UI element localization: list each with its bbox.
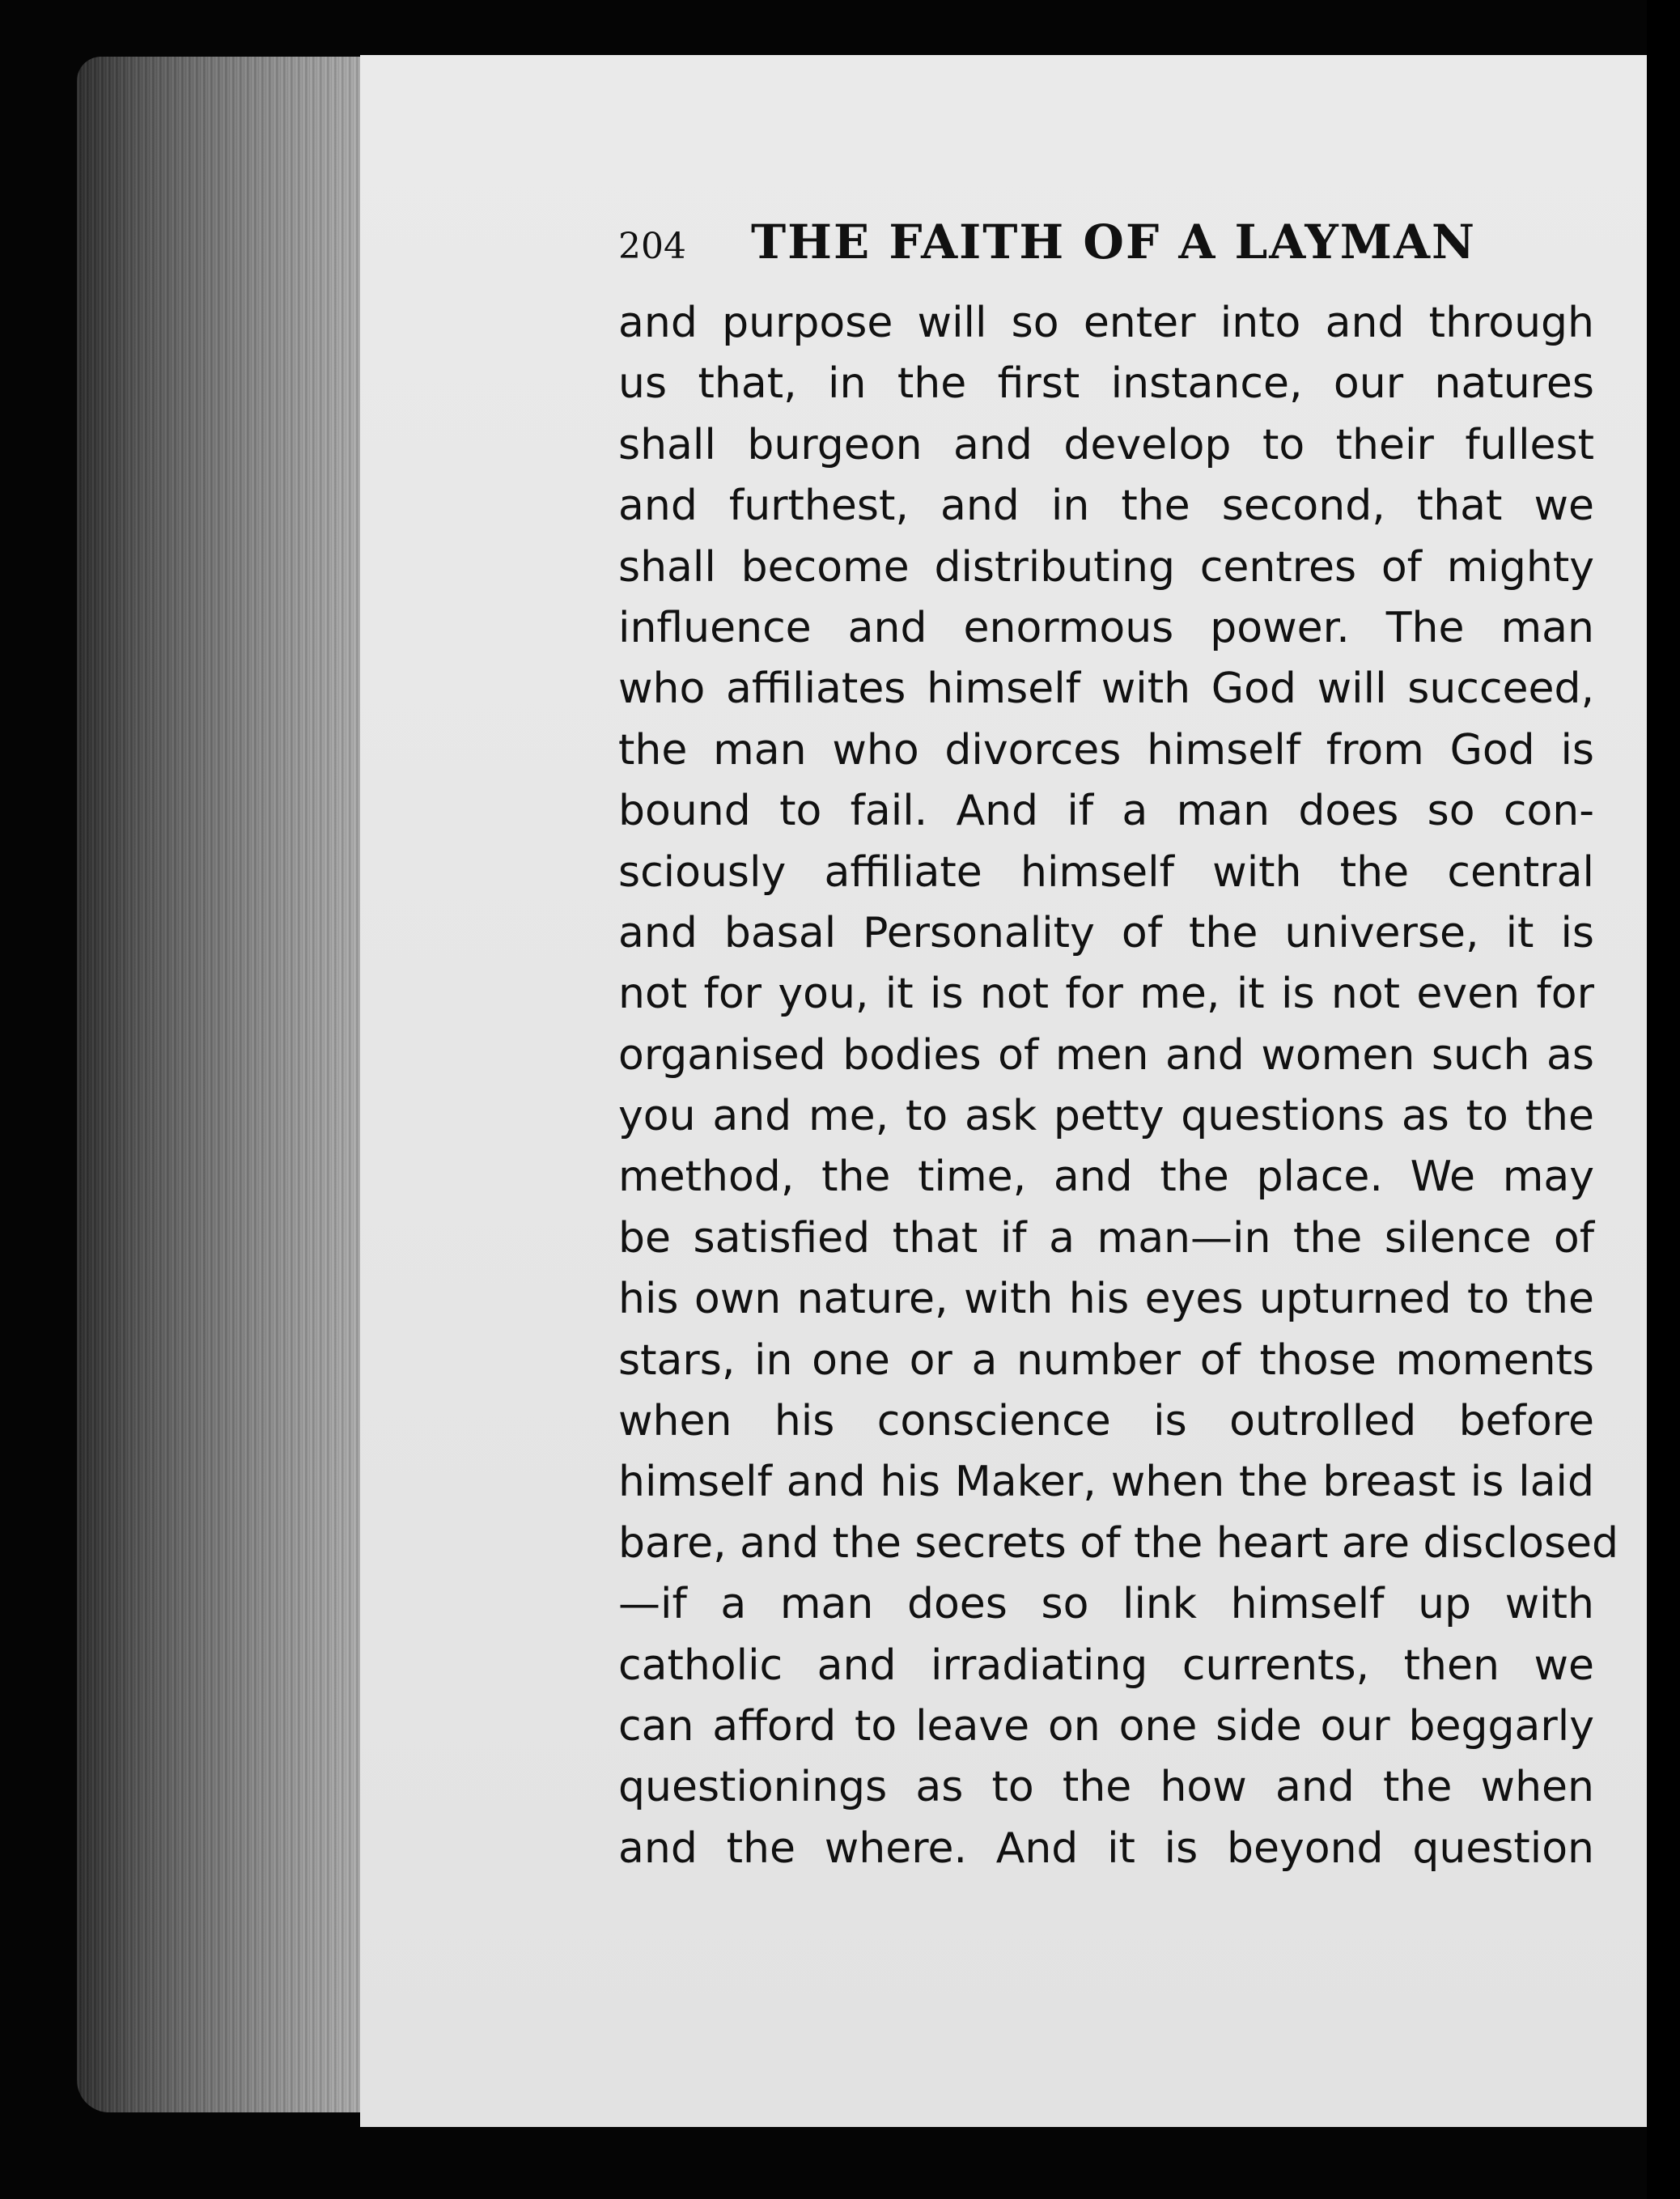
running-title: THE FAITH OF A LAYMAN	[751, 214, 1477, 270]
text-line: can afford to leave on one side our beggarly	[618, 1701, 1594, 1751]
text-line: his own nature, with his eyes upturned to the	[618, 1275, 1594, 1324]
text-line: bound to fail. And if a man does so con-	[618, 787, 1594, 836]
page-number: 204	[618, 226, 686, 267]
text-line: method, the time, and the place. We may	[618, 1153, 1594, 1202]
text-line: and the where. And it is beyond question	[618, 1823, 1594, 1873]
text-line: himself and his Maker, when the breast is laid	[618, 1458, 1594, 1507]
text-line: and purpose will so enter into and through	[618, 299, 1594, 347]
text-line: the man who divorces himself from God is	[618, 725, 1594, 775]
text-line: who affiliates himself with God will succeed,	[618, 664, 1594, 714]
text-line: shall burgeon and develop to their fullest	[618, 420, 1594, 469]
text-line: shall become distributing centres of mighty	[618, 542, 1594, 592]
text-line: organised bodies of men and women such as	[618, 1030, 1594, 1080]
text-line: us that, in the first instance, our natures	[618, 359, 1594, 409]
text-line: when his conscience is outrolled before	[618, 1397, 1594, 1446]
text-line: sciously affiliate himself with the central	[618, 847, 1594, 897]
text-line: you and me, to ask petty questions as to the	[618, 1092, 1594, 1141]
text-line: be satisfied that if a man—in the silence of	[618, 1213, 1594, 1263]
text-line: and furthest, and in the second, that we	[618, 482, 1594, 531]
text-line: —if a man does so link himself up with	[618, 1580, 1594, 1629]
text-line: and basal Personality of the universe, it is	[618, 908, 1594, 957]
text-line: stars, in one or a number of those moments	[618, 1335, 1594, 1385]
text-line: influence and enormous power. The man	[618, 603, 1594, 652]
text-line: bare, and the secrets of the heart are disclosed	[618, 1518, 1619, 1568]
body-text	[618, 293, 1619, 1879]
text-line: questionings as to the how and the when	[618, 1763, 1594, 1812]
book-page-edges	[77, 57, 397, 2112]
scan-border	[1647, 0, 1680, 2199]
running-head	[618, 214, 1477, 279]
text-line: not for you, it is not for me, it is not even for	[618, 970, 1594, 1019]
text-line: catholic and irradiating currents, then we	[618, 1641, 1594, 1690]
